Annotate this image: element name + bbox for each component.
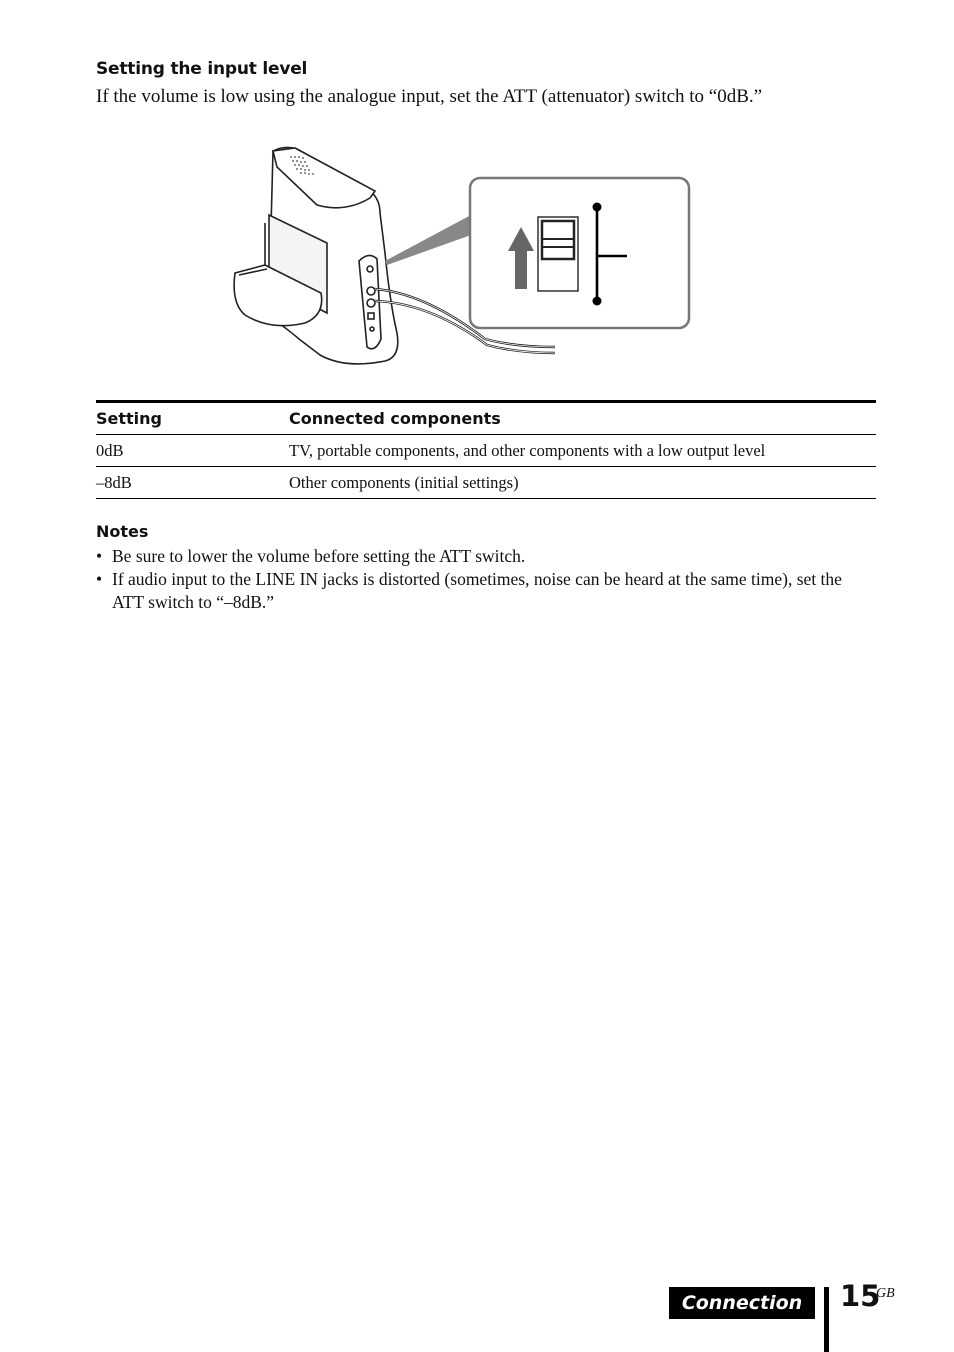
- att-switch-closeup: [470, 178, 689, 328]
- components-cell: TV, portable components, and other components with a low output level: [289, 440, 766, 460]
- notes-title: Notes: [96, 522, 149, 541]
- table-header-row: [96, 403, 876, 435]
- setting-cell: –8dB: [96, 472, 132, 492]
- bullet-icon: •: [96, 546, 103, 566]
- settings-table: [96, 400, 876, 499]
- callout-pointer: [385, 215, 471, 265]
- components-cell: Other components (initial settings): [289, 472, 519, 492]
- section-label-tab: Connection: [669, 1287, 815, 1319]
- page-number: 15: [840, 1279, 881, 1313]
- note-text: Be sure to lower the volume before setting the ATT switch.: [112, 546, 526, 566]
- note-item: [96, 568, 856, 614]
- intro-paragraph: If the volume is low using the analogue input, set the ATT (attenuator) switch to “0dB.”: [96, 86, 763, 107]
- footer-divider: [824, 1287, 829, 1352]
- notes-list: [96, 545, 856, 614]
- table-row: [96, 467, 876, 499]
- bullet-icon: •: [96, 569, 103, 589]
- table-row: [96, 435, 876, 467]
- note-item: [96, 545, 856, 568]
- setting-cell: 0dB: [96, 440, 124, 460]
- att-switch-figure: [225, 143, 695, 371]
- page-suffix: GB: [876, 1286, 895, 1301]
- header-connected-components: Connected components: [289, 409, 501, 428]
- header-setting: Setting: [96, 409, 162, 428]
- note-text: If audio input to the LINE IN jacks is distorted (sometimes, noise can be heard at the same time), set the ATT switch to “–8dB.”: [112, 569, 842, 612]
- section-heading: Setting the input level: [96, 59, 308, 79]
